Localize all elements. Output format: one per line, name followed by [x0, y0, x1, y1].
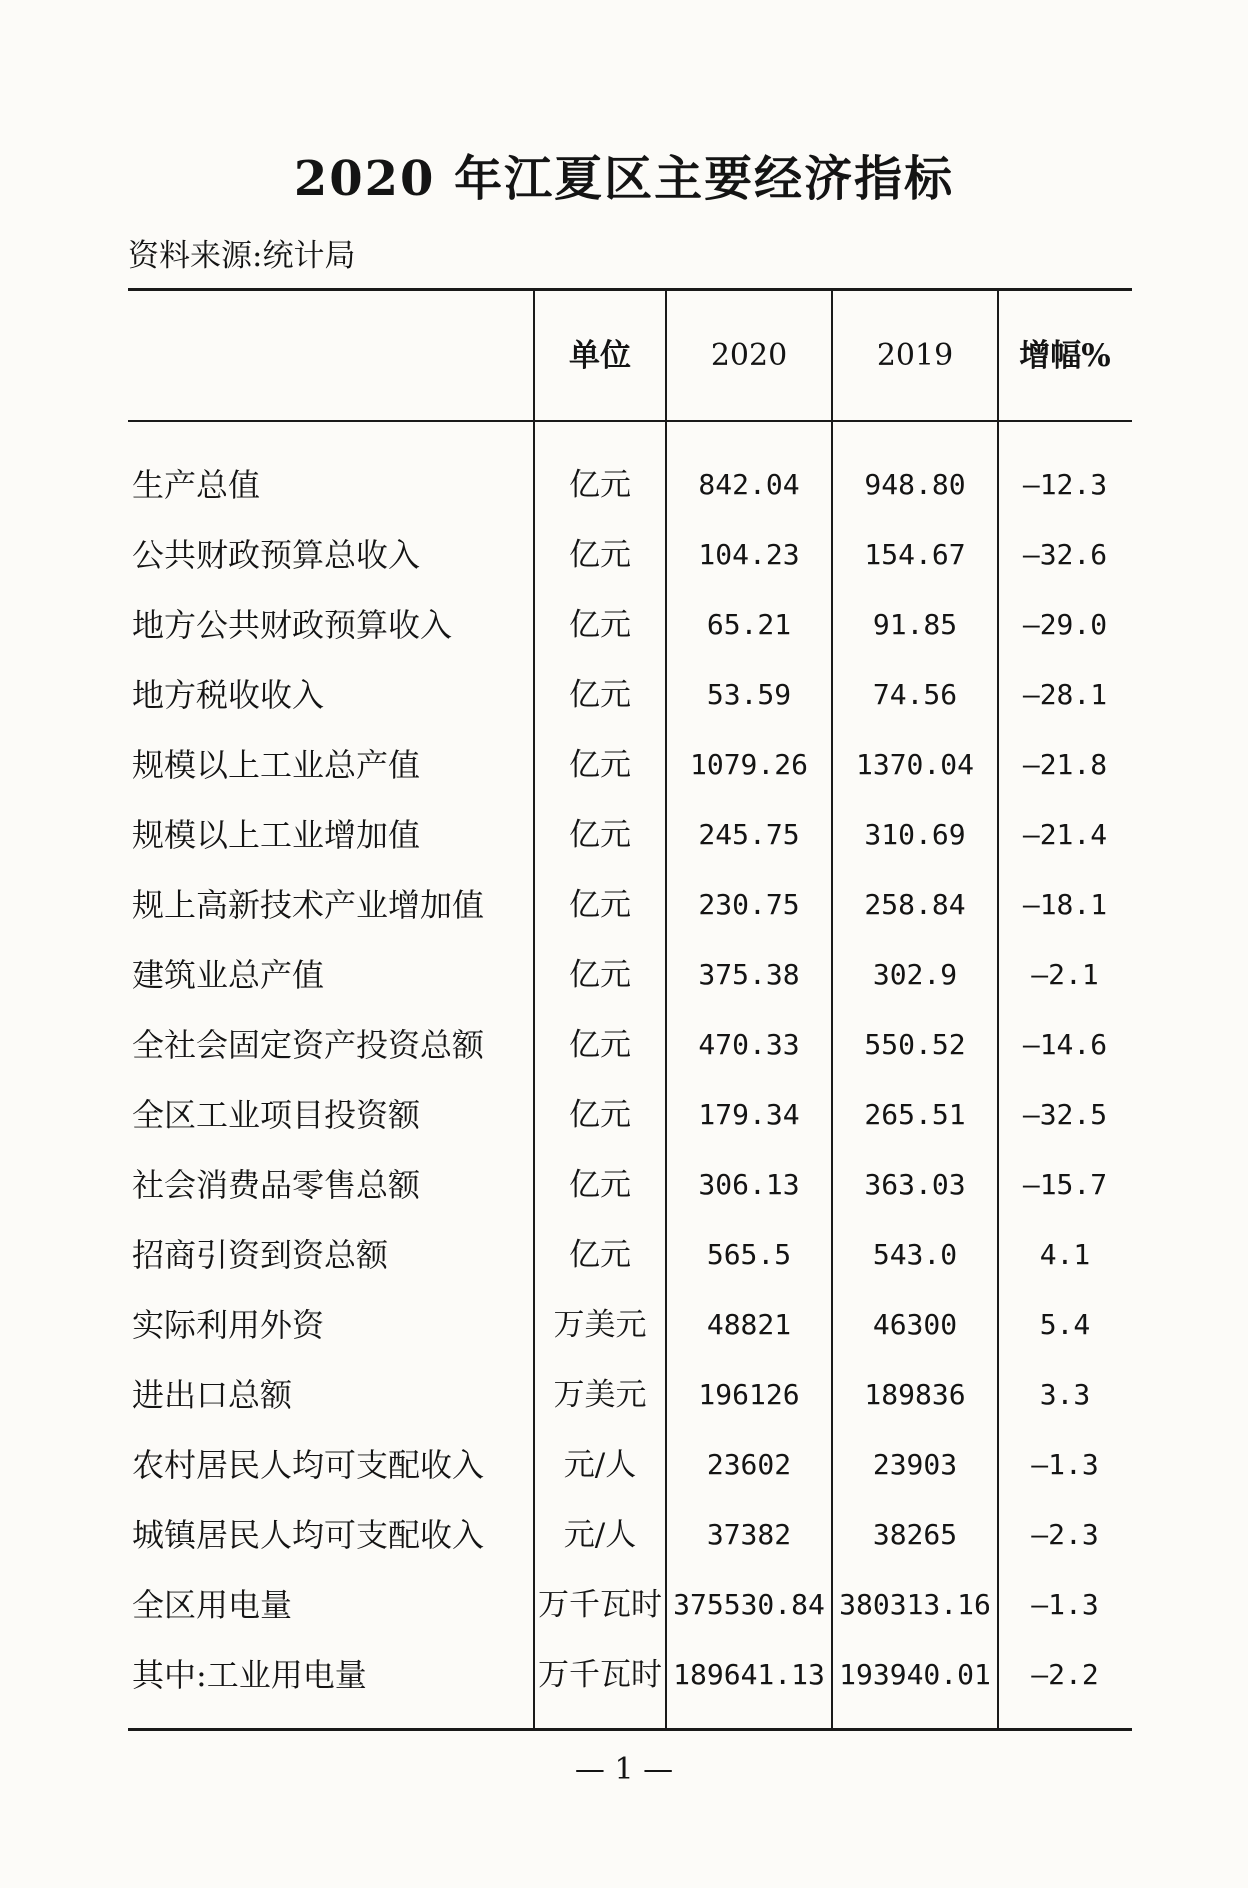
value-2020-cell: 565.5: [706, 1238, 792, 1271]
table-row: [0, 590, 1248, 660]
indicator-name-cell: 规模以上工业总产值: [132, 746, 421, 784]
unit-cell: 亿元: [569, 887, 631, 923]
unit-cell: 亿元: [569, 747, 631, 783]
table-row: [0, 660, 1248, 730]
table-row: [0, 520, 1248, 590]
value-2019-cell: 310.69: [864, 818, 966, 851]
value-2019-cell: 543.0: [872, 1238, 958, 1271]
value-2019-cell: 948.80: [864, 468, 966, 501]
value-2020-cell: 23602: [706, 1448, 792, 1481]
table-row: [0, 800, 1248, 870]
indicator-name-cell: 全社会固定资产投资总额: [132, 1026, 485, 1064]
value-2020-cell: 1079.26: [689, 748, 808, 781]
table-row: [0, 1360, 1248, 1430]
unit-cell: 万美元: [553, 1377, 647, 1413]
value-2019-cell: 302.9: [872, 958, 958, 991]
value-2020-cell: 230.75: [698, 888, 800, 921]
unit-cell: 亿元: [569, 1237, 631, 1273]
value-2020-cell: 306.13: [698, 1168, 800, 1201]
unit-cell: 元/人: [563, 1447, 637, 1483]
unit-cell: 亿元: [569, 1027, 631, 1063]
table-row: [0, 1080, 1248, 1150]
value-2020-cell: 189641.13: [673, 1658, 825, 1691]
indicator-name-cell: 进出口总额: [132, 1376, 293, 1414]
value-2020-cell: 375530.84: [673, 1588, 825, 1621]
growth-cell: —32.5: [1022, 1098, 1108, 1131]
indicator-name-cell: 社会消费品零售总额: [132, 1166, 421, 1204]
value-2020-cell: 53.59: [706, 678, 792, 711]
indicator-name-cell: 规上高新技术产业增加值: [132, 886, 485, 924]
table-row: [0, 1010, 1248, 1080]
indicator-name-cell: 生产总值: [132, 466, 261, 504]
unit-cell: 万千瓦时: [538, 1657, 662, 1693]
indicator-name-cell: 农村居民人均可支配收入: [132, 1446, 485, 1484]
table-row: [0, 450, 1248, 520]
indicator-name-cell: 建筑业总产值: [132, 956, 325, 994]
indicator-name-cell: 公共财政预算总收入: [132, 536, 421, 574]
header-2020: 2020: [710, 338, 788, 373]
table-row: [0, 1570, 1248, 1640]
unit-cell: 亿元: [569, 467, 631, 503]
value-2019-cell: 193940.01: [839, 1658, 991, 1691]
value-2020-cell: 375.38: [698, 958, 800, 991]
table-body: [0, 450, 1248, 1710]
value-2019-cell: 23903: [872, 1448, 958, 1481]
value-2019-cell: 154.67: [864, 538, 966, 571]
data-source-note: 资料来源:统计局: [128, 238, 356, 274]
value-2020-cell: 842.04: [698, 468, 800, 501]
growth-cell: —1.3: [1031, 1588, 1099, 1621]
unit-cell: 亿元: [569, 607, 631, 643]
growth-cell: —2.1: [1031, 958, 1099, 991]
growth-cell: 5.4: [1039, 1308, 1091, 1341]
growth-cell: —14.6: [1022, 1028, 1108, 1061]
value-2020-cell: 37382: [706, 1518, 792, 1551]
value-2019-cell: 46300: [872, 1308, 958, 1341]
value-2019-cell: 265.51: [864, 1098, 966, 1131]
value-2019-cell: 550.52: [864, 1028, 966, 1061]
page-title: 2020 年江夏区主要经济指标: [293, 151, 955, 207]
unit-cell: 亿元: [569, 817, 631, 853]
indicator-name-cell: 其中:工业用电量: [132, 1656, 367, 1694]
value-2020-cell: 245.75: [698, 818, 800, 851]
growth-cell: —12.3: [1022, 468, 1108, 501]
table-row: [0, 1640, 1248, 1710]
unit-cell: 亿元: [569, 537, 631, 573]
unit-cell: 万美元: [553, 1307, 647, 1343]
value-2020-cell: 104.23: [698, 538, 800, 571]
unit-cell: 亿元: [569, 957, 631, 993]
header-unit: 单位: [569, 338, 631, 374]
table-row: [0, 1430, 1248, 1500]
unit-cell: 亿元: [569, 1097, 631, 1133]
table-row: [0, 1220, 1248, 1290]
value-2020-cell: 196126: [698, 1378, 800, 1411]
value-2019-cell: 1370.04: [855, 748, 974, 781]
growth-cell: —1.3: [1031, 1448, 1099, 1481]
growth-cell: 4.1: [1039, 1238, 1091, 1271]
table-bottom-rule: [128, 1728, 1132, 1731]
indicator-name-cell: 实际利用外资: [132, 1306, 325, 1344]
value-2020-cell: 48821: [706, 1308, 792, 1341]
indicator-name-cell: 城镇居民人均可支配收入: [132, 1516, 485, 1554]
growth-cell: —2.2: [1031, 1658, 1099, 1691]
indicator-name-cell: 全区工业项目投资额: [132, 1096, 421, 1134]
page-number: — 1 —: [574, 1752, 674, 1787]
growth-cell: —29.0: [1022, 608, 1108, 641]
growth-cell: —32.6: [1022, 538, 1108, 571]
value-2019-cell: 74.56: [872, 678, 958, 711]
growth-cell: —2.3: [1031, 1518, 1099, 1551]
unit-cell: 亿元: [569, 1167, 631, 1203]
table-row: [0, 1500, 1248, 1570]
indicator-name-cell: 地方公共财政预算收入: [132, 606, 453, 644]
table-row: [0, 1150, 1248, 1220]
growth-cell: —18.1: [1022, 888, 1108, 921]
growth-cell: —21.4: [1022, 818, 1108, 851]
unit-cell: 万千瓦时: [538, 1587, 662, 1623]
value-2019-cell: 91.85: [872, 608, 958, 641]
indicator-name-cell: 全区用电量: [132, 1586, 293, 1624]
value-2019-cell: 38265: [872, 1518, 958, 1551]
table-row: [0, 1290, 1248, 1360]
value-2019-cell: 258.84: [864, 888, 966, 921]
indicator-name-cell: 规模以上工业增加值: [132, 816, 421, 854]
growth-cell: 3.3: [1039, 1378, 1091, 1411]
table-row: [0, 730, 1248, 800]
indicator-name-cell: 招商引资到资总额: [132, 1236, 389, 1274]
value-2020-cell: 179.34: [698, 1098, 800, 1131]
indicator-name-cell: 地方税收收入: [132, 676, 325, 714]
value-2020-cell: 470.33: [698, 1028, 800, 1061]
header-growth: 增幅%: [1019, 338, 1111, 374]
table-row: [0, 870, 1248, 940]
growth-cell: —15.7: [1022, 1168, 1108, 1201]
growth-cell: —21.8: [1022, 748, 1108, 781]
table-row: [0, 940, 1248, 1010]
header-2019: 2019: [876, 338, 954, 373]
unit-cell: 亿元: [569, 677, 631, 713]
value-2020-cell: 65.21: [706, 608, 792, 641]
unit-cell: 元/人: [563, 1517, 637, 1553]
growth-cell: —28.1: [1022, 678, 1108, 711]
value-2019-cell: 189836: [864, 1378, 966, 1411]
value-2019-cell: 380313.16: [839, 1588, 991, 1621]
value-2019-cell: 363.03: [864, 1168, 966, 1201]
